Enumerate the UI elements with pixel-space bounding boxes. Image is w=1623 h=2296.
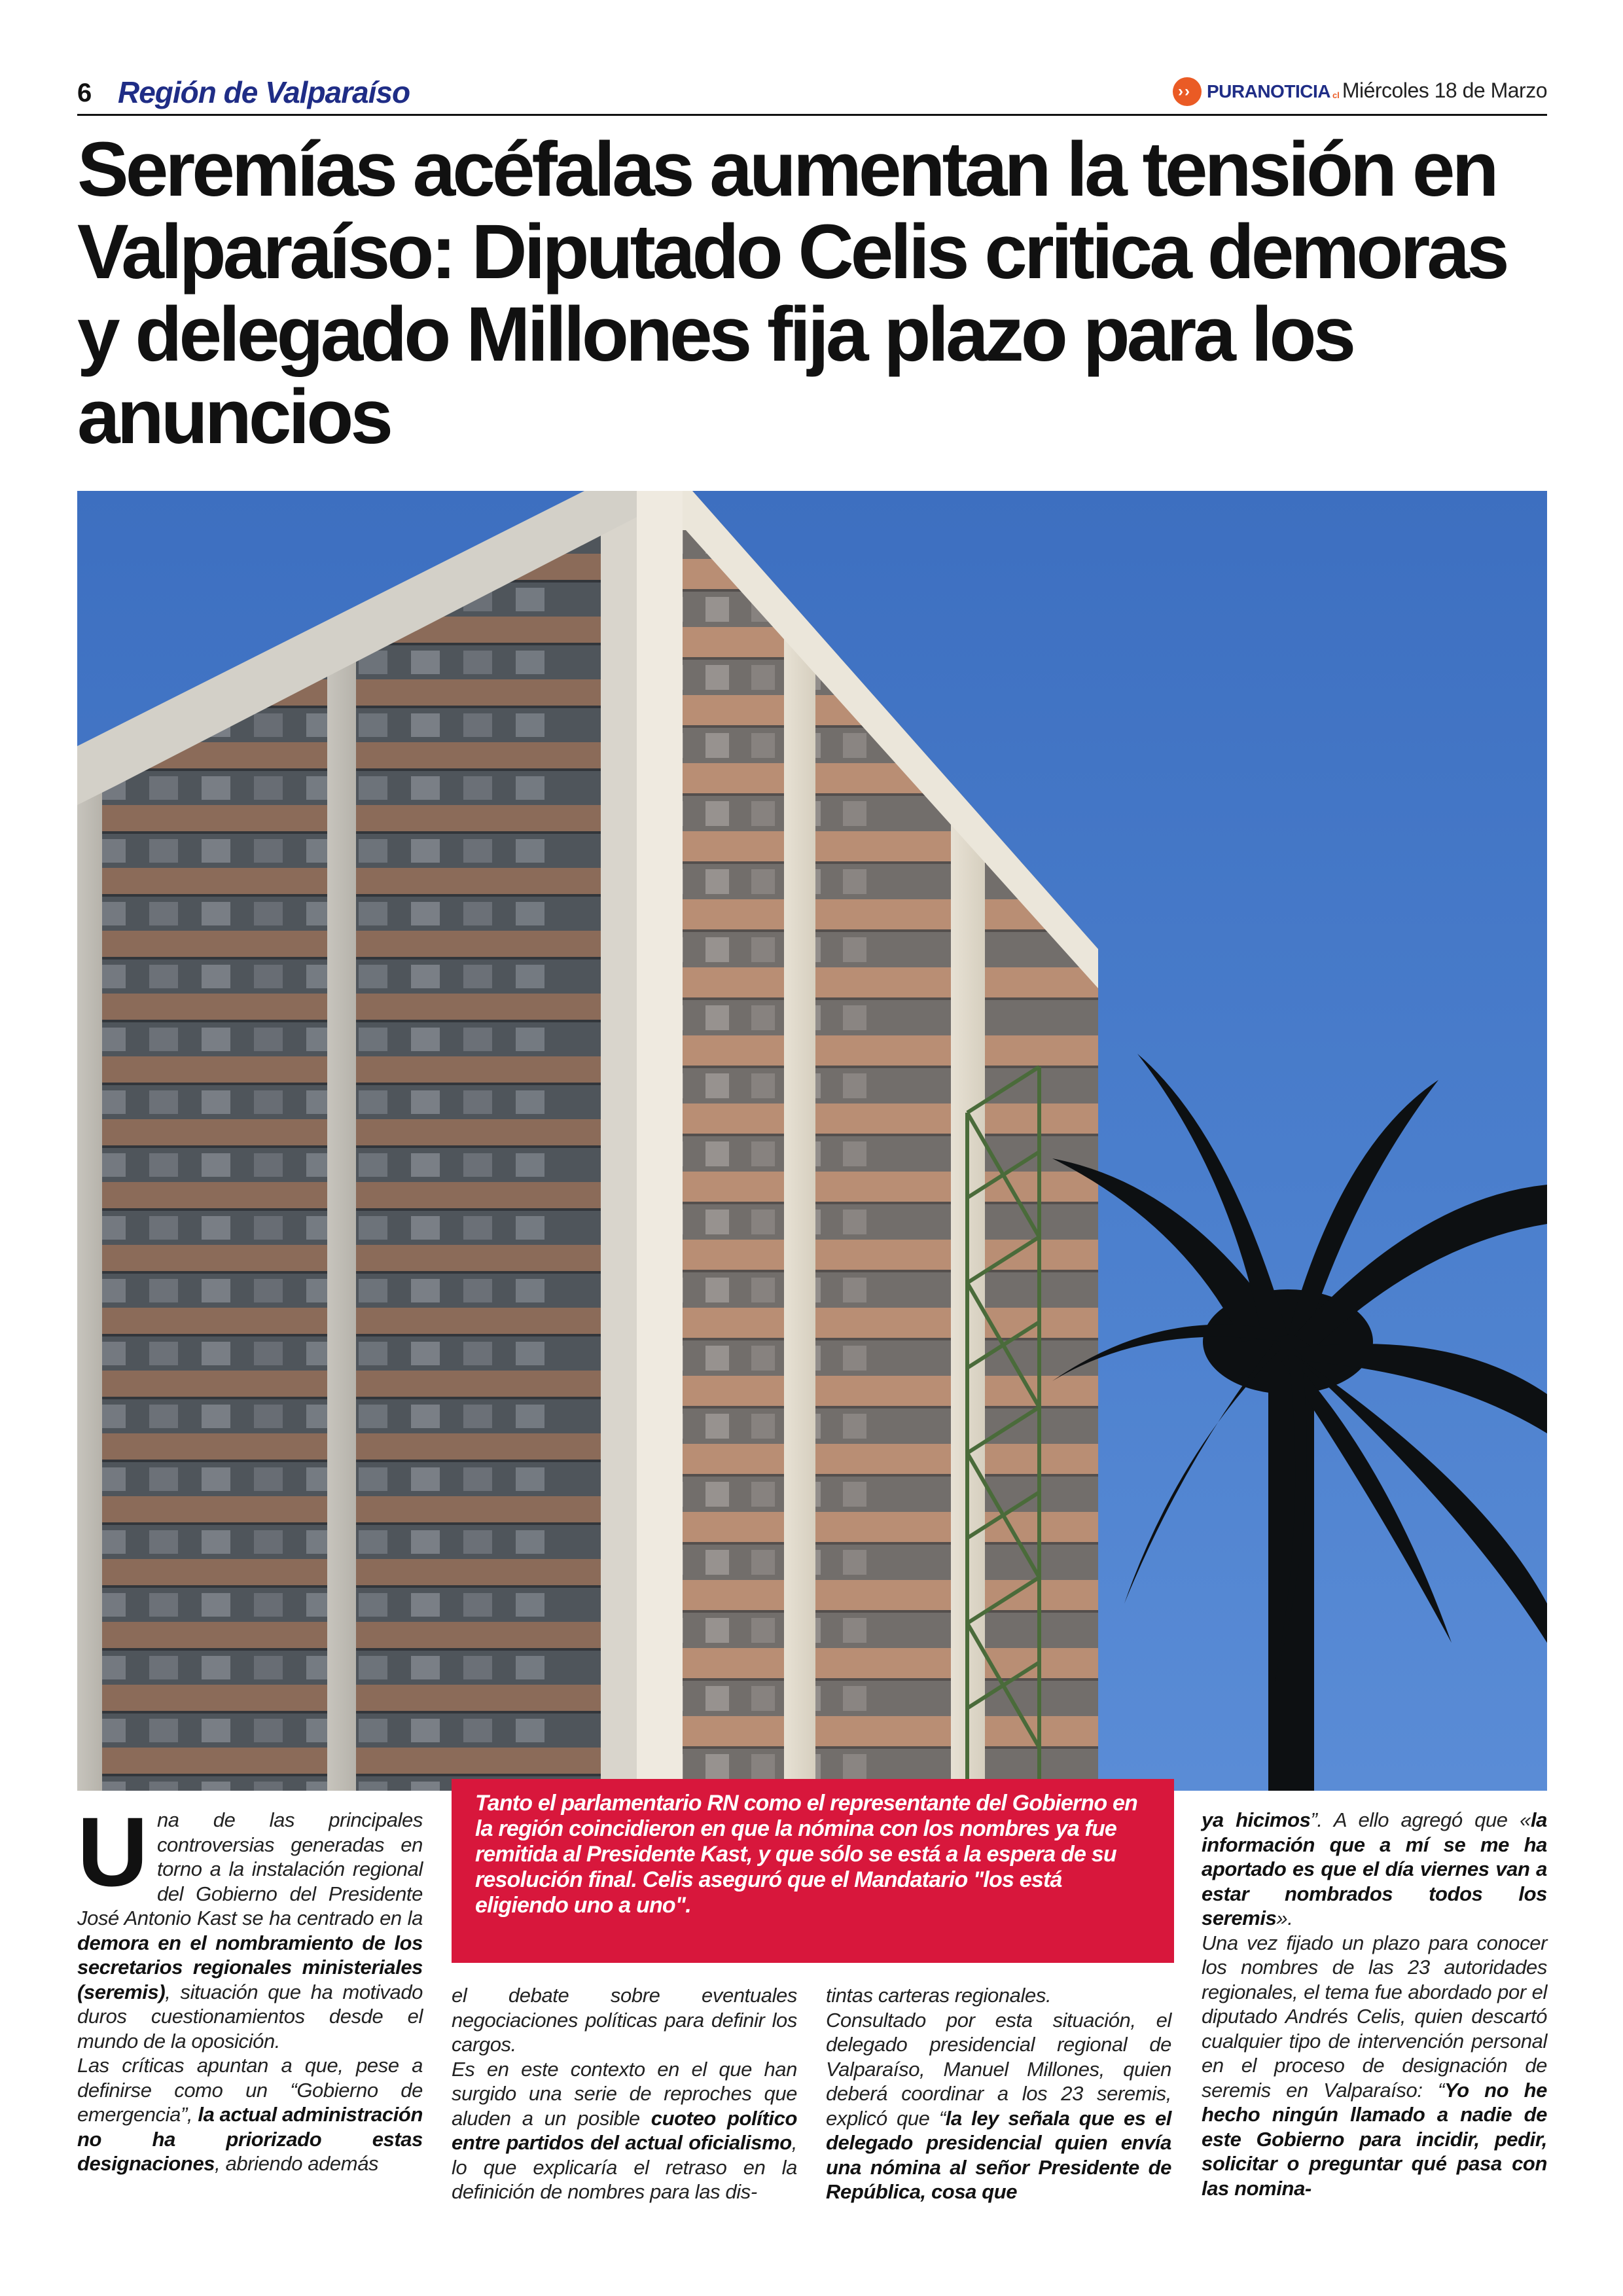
- lead-paragraph: Una de las principales controversias generadas en torno a la instalación regional del Gobierno del Presidente José Antonio Kast se ha centrado en la demora en el nombramiento de los secretarios regionales ministeriales (seremis), situación que ha motivado duros cuestionamientos desde el mundo de la oposición.: [77, 1797, 423, 2053]
- drop-cap: U: [77, 1797, 148, 1907]
- issue-date: Miércoles 18 de Marzo: [1342, 79, 1547, 102]
- body-paragraph: tintas carteras regionales.: [826, 1984, 1052, 2007]
- body-paragraph: Una vez fijado un plazo para conocer los nombres de las 23 autoridades regionales, el tema fue abordado por el diputado Andrés Celis, quien descartó cualquier tipo de intervención personal en el proceso de designación de seremis en Valparaíso: “Yo no he hecho ningún llamado a nadie de este Gobierno para incidir, pedir, solicitar o preguntar qué pasa con las nomina-: [1202, 1931, 1547, 2200]
- body-paragraph: Consultado por esta situación, el delegado presidencial regional de Valparaíso, Manuel Millones, quien deberá coordinar a los 23 seremis, explicó que “la ley señala que es el delegado presidencial quien envía una nómina al señor Presidente de República, cosa que: [826, 2008, 1171, 2203]
- brand-suffix: cl: [1332, 90, 1340, 100]
- body-paragraph: Es en este contexto en el que han surgido una serie de reproches que aluden a un posible cuoteo político entre partidos del actual oficialismo, lo que explicaría el retraso en la definición de nombres para las dis-: [452, 2057, 797, 2203]
- double-chevron-icon: › ›: [1173, 77, 1202, 106]
- article-column-2: [452, 1983, 797, 2204]
- article-column-3: [826, 1983, 1171, 2204]
- page-header: [77, 65, 1547, 117]
- photo-caption: [452, 1779, 1174, 1963]
- body-paragraph: Las críticas apuntan a que, pese a definirse como un “Gobierno de emergencia”, la actual administración no ha priorizado estas designaciones, abriendo además: [77, 2054, 423, 2175]
- caption-text: Tanto el parlamentario RN como el representante del Gobierno en la región coincidieron en que la nómina con los nombres ya fue remitida al Presidente Kast, y que sólo se está a la espera de su resolución final. Celis aseguró que el Mandatario "los está eligiendo uno a uno".: [475, 1791, 1138, 1918]
- brand-name: PURANOTICIA: [1207, 81, 1330, 101]
- body-paragraph: ya hicimos”. A ello agregó que «la información que a mí se me ha aportado es que el día viernes van a estar nombrados todos los seremis».: [1202, 1808, 1547, 1929]
- body-paragraph: el debate sobre eventuales negociaciones políticas para definir los cargos.: [452, 1984, 797, 2056]
- page-number: 6: [77, 79, 92, 107]
- article-column-4: [1202, 1808, 1547, 2200]
- article-photo: [77, 491, 1547, 1791]
- brand-logo: [1173, 77, 1340, 106]
- header-divider: [77, 114, 1547, 116]
- headline: Seremías acéfalas aumentan la tensión en Valparaíso: Diputado Celis critica demoras y delegado Millones fija plazo para los anuncios: [77, 126, 1507, 460]
- section-title: Región de Valparaíso: [118, 75, 410, 109]
- article-column-1: [77, 1797, 423, 2176]
